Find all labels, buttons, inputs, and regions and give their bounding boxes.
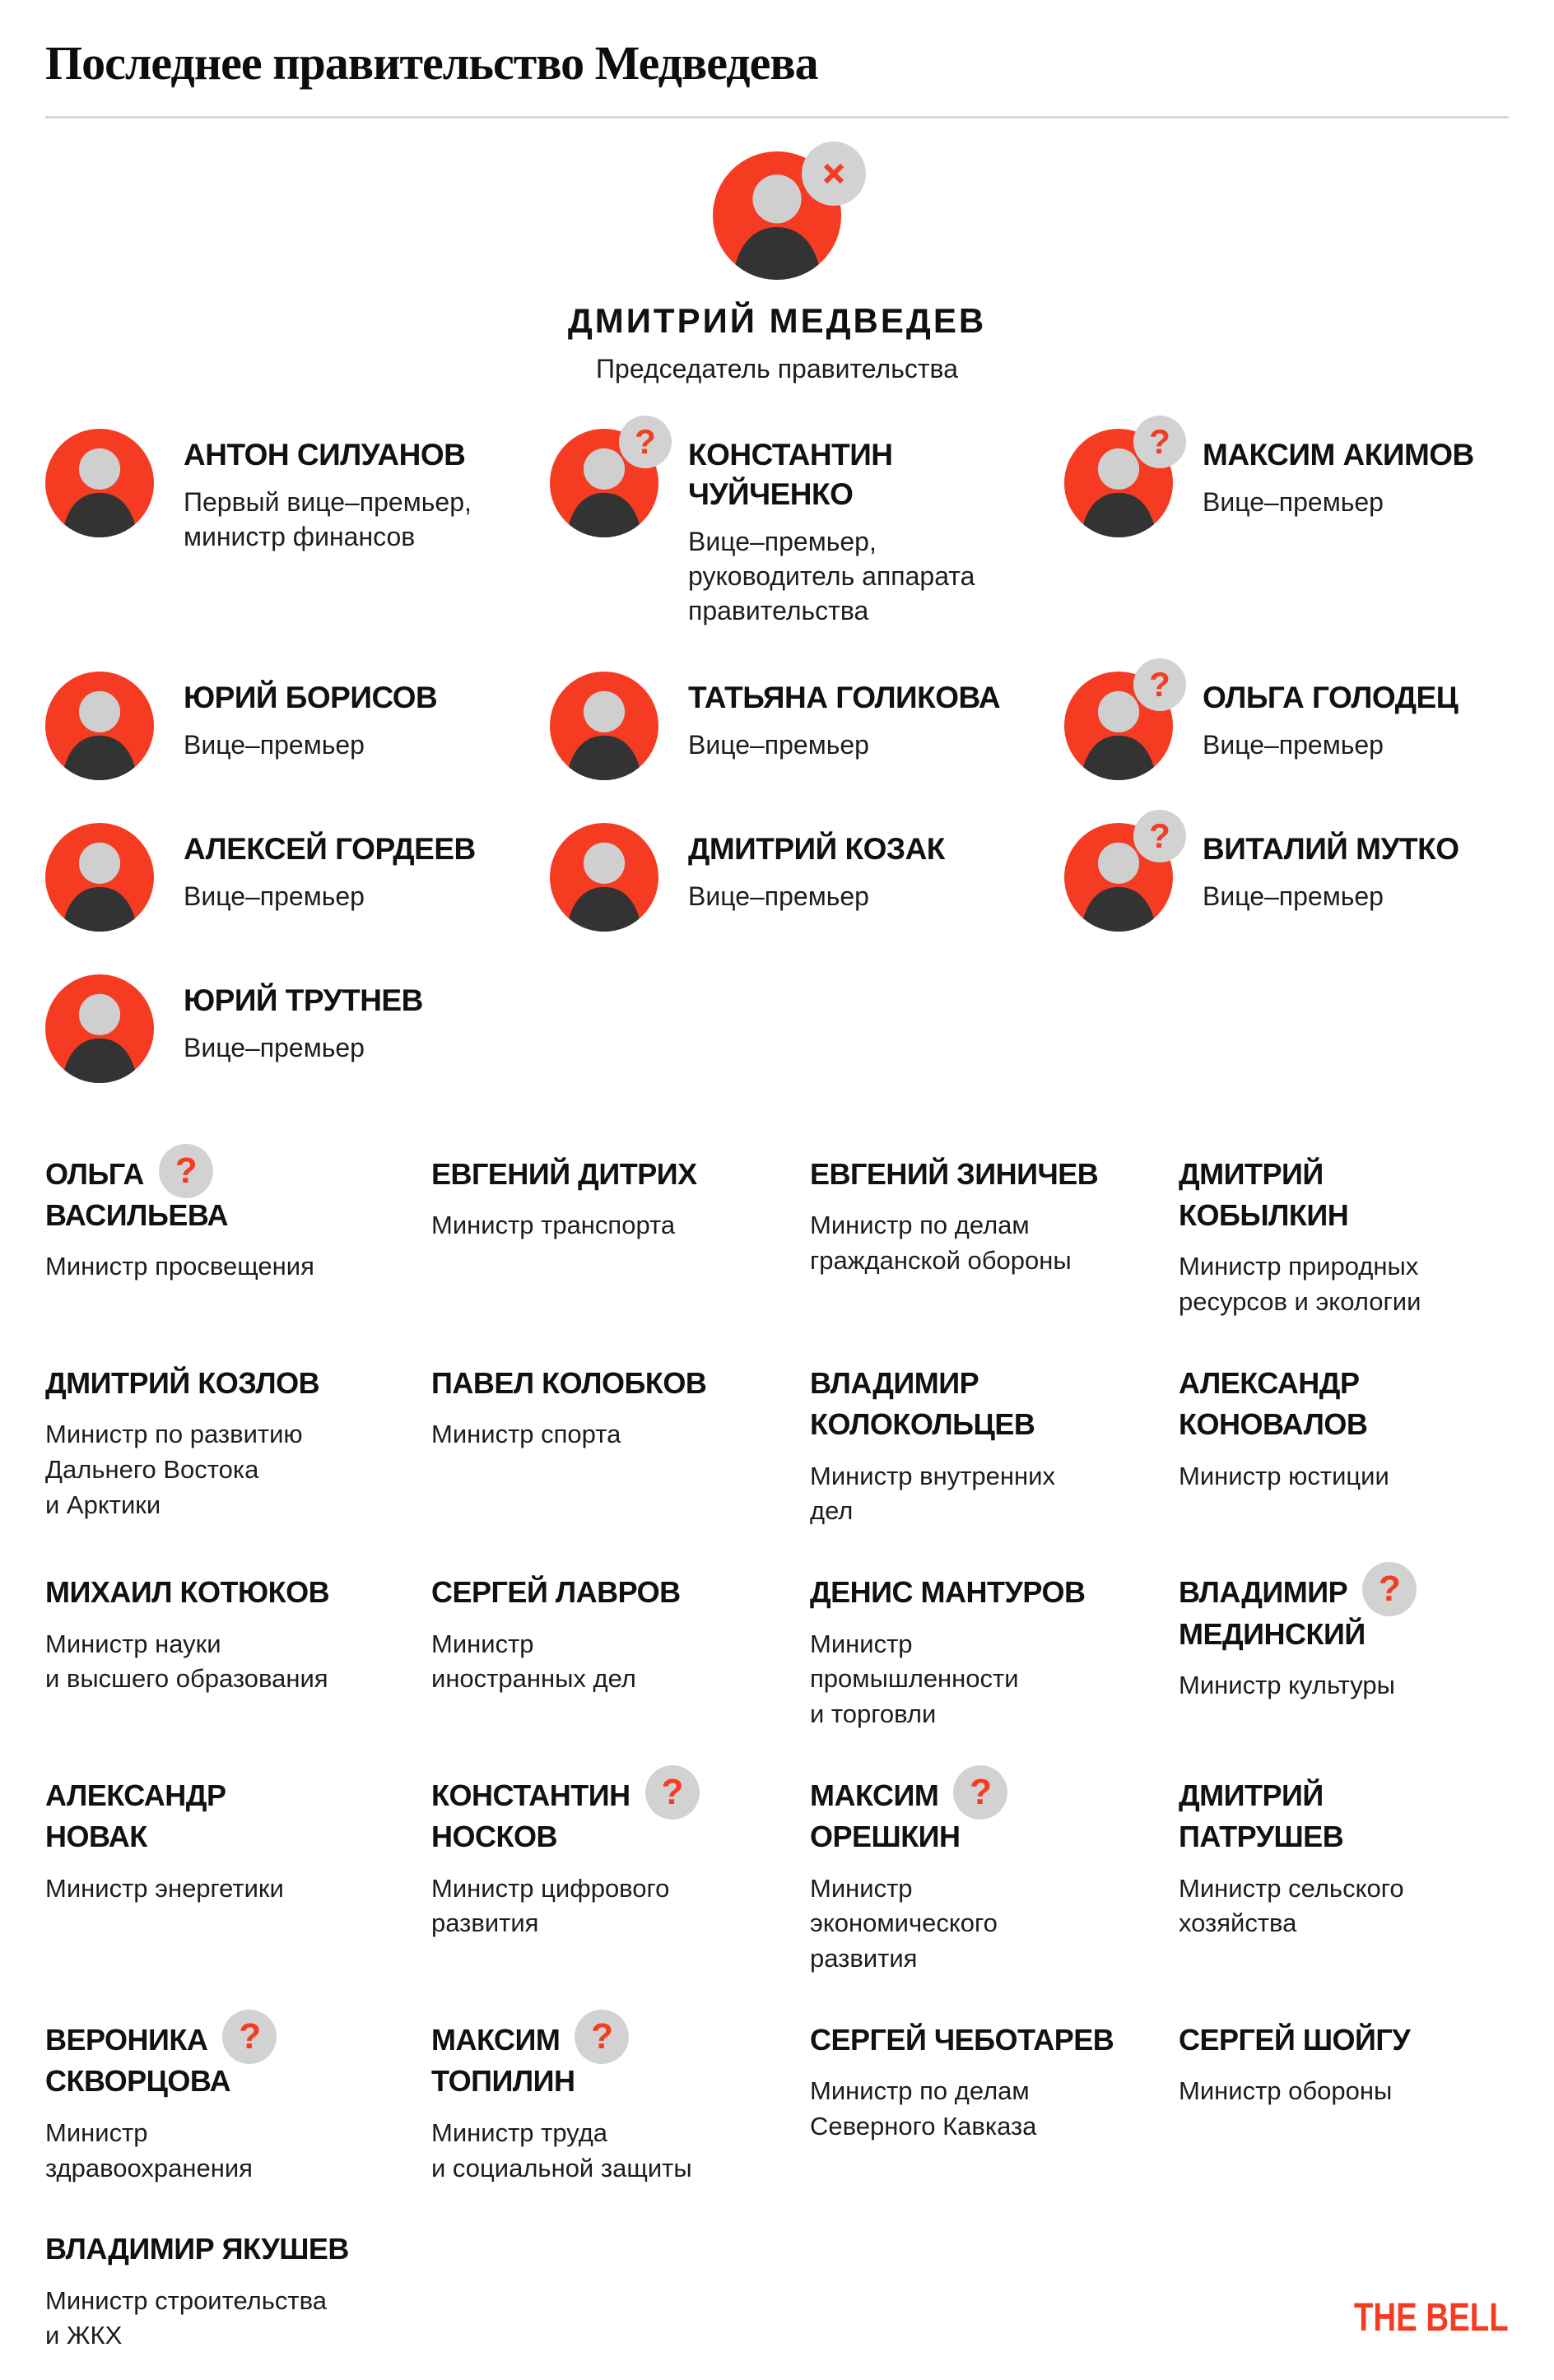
person-photo <box>550 823 658 932</box>
person-role-line: Вице–премьер <box>688 881 869 911</box>
person-role-line: Вице–премьер <box>184 1032 365 1062</box>
question-badge-icon: ? <box>159 1144 213 1198</box>
person-role-line: Министр <box>810 1873 913 1903</box>
person-role <box>810 1627 1179 1732</box>
person-role <box>45 1417 431 1522</box>
person-role-line: Министр культуры <box>1179 1670 1395 1699</box>
person-avatar <box>550 672 658 780</box>
person-name <box>810 1772 1179 1858</box>
person-name-line: ДМИТРИЙ КОЗАК <box>688 831 945 866</box>
question-badge-icon: ? <box>953 1765 1007 1820</box>
minister-card <box>431 1154 810 1243</box>
question-badge-icon: ? <box>1133 810 1186 862</box>
person-role-line: развития <box>431 1908 539 1938</box>
person-name <box>45 1572 431 1613</box>
the-bell-logo: THE BELL <box>1354 2296 1509 2340</box>
person-name-line: ДМИТРИЙ <box>1179 1156 1324 1191</box>
minister-card <box>45 1363 431 1523</box>
minister-card <box>45 2016 431 2186</box>
vice-premier-card <box>45 974 550 1083</box>
person-role-line: Министр <box>810 1629 913 1658</box>
person-role-line: Министр по делам <box>810 1210 1030 1239</box>
person-name-line: АЛЕКСАНДР <box>45 1778 226 1812</box>
person-role-line: Министр <box>45 2117 148 2147</box>
person-role <box>1179 2074 1509 2109</box>
minister-card <box>1179 1569 1509 1704</box>
person-name-line: КОНСТАНТИН <box>688 437 893 472</box>
person-role-line: ресурсов и экологии <box>1179 1287 1421 1317</box>
minister-card <box>431 1363 810 1453</box>
person-role-line: хозяйства <box>1179 1908 1297 1938</box>
person-name-line: ЮРИЙ ТРУТНЕВ <box>184 983 423 1017</box>
person-role-line: гражданской обороны <box>810 1245 1072 1275</box>
person-role <box>45 2116 431 2187</box>
person-avatar <box>1064 664 1173 780</box>
person-name-line: ВИТАЛИЙ МУТКО <box>1203 831 1459 866</box>
person-role-line: Министр науки <box>45 1629 221 1658</box>
person-name <box>184 981 423 1020</box>
person-name <box>810 1154 1179 1195</box>
person-role <box>1203 879 1459 913</box>
person-name-line: КОНОВАЛОВ <box>1179 1407 1368 1442</box>
person-role-line: Министр природных <box>1179 1252 1419 1281</box>
person-text <box>688 429 975 629</box>
person-name <box>688 678 1000 718</box>
person-role-line: Вице–премьер <box>1203 729 1384 760</box>
person-name-line: ЮРИЙ БОРИСОВ <box>184 680 438 714</box>
person-name <box>810 2020 1179 2061</box>
x-icon <box>817 157 850 190</box>
person-role <box>184 727 437 762</box>
person-text <box>184 974 423 1065</box>
person-text <box>184 823 476 913</box>
minister-card <box>431 1772 810 1941</box>
person-role-line: Вице–премьер <box>688 729 869 760</box>
person-name-line: ВЛАДИМИР <box>810 1365 979 1400</box>
person-name-line: ВЕРОНИКА ? <box>45 2020 431 2061</box>
question-badge-icon: ? <box>575 2010 629 2064</box>
person-name-line: АЛЕКСАНДР <box>1179 1365 1360 1400</box>
person-role-line: Вице–премьер <box>1203 881 1384 911</box>
person-role <box>431 1627 810 1698</box>
minister-card <box>45 2229 431 2354</box>
person-role <box>810 2074 1179 2145</box>
person-role <box>810 1208 1179 1279</box>
person-name-line: ОЛЬГА ? <box>45 1154 431 1195</box>
person-name-line: ЧУЙЧЕНКО <box>688 476 854 511</box>
minister-card <box>810 1572 1179 1732</box>
person-name <box>1179 1154 1509 1237</box>
person-role <box>431 1417 810 1453</box>
person-role <box>810 1459 1179 1530</box>
question-badge-icon: ? <box>1133 416 1186 468</box>
person-role <box>688 524 975 629</box>
person-role-line: развития <box>810 1944 918 1973</box>
vice-premier-card <box>550 421 1064 629</box>
person-text <box>1203 823 1459 913</box>
minister-card <box>810 1154 1179 1279</box>
person-name-line: МАКСИМ АКИМОВ <box>1203 437 1474 472</box>
person-role-line: промышленности <box>810 1664 1019 1694</box>
person-name-line: ВЛАДИМИР ЯКУШЕВ <box>45 2232 349 2266</box>
person-name-line: ОРЕШКИН <box>810 1820 961 1854</box>
person-text <box>1203 672 1458 762</box>
question-badge-icon: ? <box>222 2010 277 2064</box>
person-role-line: и Арктики <box>45 1490 161 1519</box>
person-role <box>45 2284 431 2354</box>
person-role-line: иностранных дел <box>431 1664 636 1694</box>
person-role-line: министр финансов <box>184 522 416 552</box>
chairman-role: Председатель правительства <box>596 353 958 383</box>
person-name-line: НОСКОВ <box>431 1820 557 1854</box>
chairman-card <box>45 151 1509 384</box>
person-text <box>184 429 472 555</box>
person-name <box>431 1772 810 1858</box>
person-role <box>1203 727 1458 762</box>
person-name-line: СКВОРЦОВА <box>45 2064 231 2099</box>
person-role-line: Министр энергетики <box>45 1873 284 1903</box>
person-role-line: и торговли <box>810 1699 937 1729</box>
person-name-line: КОНСТАНТИН ? <box>431 1775 810 1816</box>
person-role <box>45 1249 431 1285</box>
ministers-grid <box>45 1150 1509 2354</box>
person-name-line: СЕРГЕЙ ЧЕБОТАРЕВ <box>810 2022 1114 2057</box>
page-title: Последнее правительство Медведева <box>45 36 818 90</box>
person-role-line: Министр внутренних <box>810 1461 1055 1490</box>
person-name <box>1179 1569 1509 1655</box>
person-name <box>45 1150 431 1237</box>
person-name-line: ОЛЬГА ГОЛОДЕЦ <box>1203 680 1459 714</box>
question-badge-icon: ? <box>1362 1562 1417 1616</box>
person-role <box>184 1030 423 1065</box>
person-name-line: КОЛОКОЛЬЦЕВ <box>810 1407 1035 1442</box>
vice-premier-card <box>45 672 550 780</box>
person-avatar <box>550 823 658 932</box>
vice-premier-card <box>550 672 1064 780</box>
person-role-line: Министр по делам <box>810 2076 1030 2106</box>
person-role-line: Министр юстиции <box>1179 1461 1389 1490</box>
person-role <box>431 1208 810 1243</box>
person-name-line: ЕВГЕНИЙ ДИТРИХ <box>431 1156 697 1191</box>
person-role <box>45 1627 431 1698</box>
person-role-line: Министр просвещения <box>45 1252 314 1281</box>
person-name <box>1203 678 1458 718</box>
person-name <box>431 2016 810 2103</box>
minister-card <box>431 1572 810 1697</box>
minister-card <box>1179 1363 1509 1494</box>
question-badge-icon: ? <box>645 1765 700 1820</box>
minister-card <box>431 2016 810 2186</box>
person-name <box>45 2016 431 2103</box>
minister-card <box>1179 2020 1509 2109</box>
person-name-line: ВЛАДИМИР ? <box>1179 1572 1509 1613</box>
person-avatar <box>45 429 154 537</box>
person-name <box>184 435 472 475</box>
vice-premier-card <box>45 823 550 932</box>
person-role-line: Северного Кавказа <box>810 2112 1037 2141</box>
person-role-line: Дальнего Востока <box>45 1455 259 1485</box>
person-name <box>1179 1363 1509 1446</box>
person-role <box>184 485 472 554</box>
person-name <box>1203 830 1459 869</box>
title-divider <box>45 116 1509 119</box>
person-name-line: ВАСИЛЬЕВА <box>45 1197 229 1232</box>
person-role-line: здравоохранения <box>45 2153 253 2182</box>
person-role <box>1179 1459 1509 1494</box>
person-name <box>45 1775 431 1858</box>
minister-card <box>810 1772 1179 1977</box>
person-name-line: ПАТРУШЕВ <box>1179 1820 1344 1854</box>
person-role <box>1179 1668 1509 1704</box>
question-badge-icon: ? <box>619 416 672 468</box>
person-role-line: и высшего образования <box>45 1664 328 1694</box>
person-name-line: АНТОН СИЛУАНОВ <box>184 437 466 472</box>
person-name-line: ДМИТРИЙ <box>1179 1778 1324 1812</box>
person-photo <box>45 823 154 932</box>
person-photo <box>45 672 154 780</box>
person-role <box>688 879 945 913</box>
person-name-line: СЕРГЕЙ ЛАВРОВ <box>431 1575 681 1610</box>
person-avatar <box>45 672 154 780</box>
person-name-line: МЕДИНСКИЙ <box>1179 1616 1366 1651</box>
removed-badge <box>802 142 866 206</box>
minister-card <box>810 2020 1179 2145</box>
person-role <box>1179 1871 1509 1942</box>
person-name <box>45 1363 431 1404</box>
person-avatar <box>45 974 154 1083</box>
vice-premier-card <box>45 429 550 555</box>
person-name-line: ЕВГЕНИЙ ЗИНИЧЕВ <box>810 1156 1099 1191</box>
person-name-line: АЛЕКСЕЙ ГОРДЕЕВ <box>184 831 476 866</box>
minister-card <box>45 1150 431 1285</box>
person-name <box>45 2229 431 2270</box>
person-role-line: дел <box>810 1496 854 1526</box>
person-role-line: Министр по развитию <box>45 1420 303 1449</box>
person-photo <box>45 974 154 1083</box>
person-name <box>688 435 975 514</box>
vice-premier-card <box>550 823 1064 932</box>
person-role-line: экономического <box>810 1908 998 1938</box>
person-photo <box>550 672 658 780</box>
person-name <box>810 1363 1179 1446</box>
person-name-line: ДЕНИС МАНТУРОВ <box>810 1575 1086 1610</box>
person-name-line: ДМИТРИЙ КОЗЛОВ <box>45 1365 320 1400</box>
person-name <box>810 1572 1179 1613</box>
person-name <box>1203 435 1474 475</box>
person-role-line: и социальной защиты <box>431 2153 692 2182</box>
person-text <box>688 672 1000 762</box>
person-role <box>45 1871 431 1907</box>
person-role-line: Министр труда <box>431 2117 608 2147</box>
person-name <box>184 830 476 869</box>
minister-card <box>1179 1775 1509 1941</box>
person-name-line: МАКСИМ ? <box>810 1775 1179 1816</box>
minister-card <box>810 1363 1179 1529</box>
person-name <box>1179 2020 1509 2061</box>
person-role <box>431 1871 810 1942</box>
person-role-line: Министр транспорта <box>431 1210 676 1239</box>
person-name-line: ТАТЬЯНА ГОЛИКОВА <box>688 680 1001 714</box>
person-avatar <box>45 823 154 932</box>
person-text <box>1203 429 1474 519</box>
person-name-line: НОВАК <box>45 1820 147 1854</box>
person-role-line: Вице–премьер <box>1203 486 1384 517</box>
person-name-line: СЕРГЕЙ ШОЙГУ <box>1179 2022 1411 2057</box>
person-role-line: Министр обороны <box>1179 2076 1393 2106</box>
person-role <box>184 879 476 913</box>
vice-premier-card <box>1064 664 1509 780</box>
person-avatar <box>1064 816 1173 932</box>
person-role <box>1203 485 1474 519</box>
person-name <box>688 830 945 869</box>
person-role <box>1179 1249 1509 1320</box>
person-role-line: Министр спорта <box>431 1420 621 1449</box>
chairman-avatar <box>713 151 841 280</box>
vice-premier-card <box>1064 816 1509 932</box>
person-text <box>184 672 437 762</box>
person-role-line: Министр строительства <box>45 2285 327 2315</box>
person-name-line: ПАВЕЛ КОЛОБКОВ <box>431 1365 707 1400</box>
minister-card <box>45 1572 431 1697</box>
person-name-line: МАКСИМ ? <box>431 2020 810 2061</box>
person-role <box>688 727 1000 762</box>
vice-premier-card <box>1064 421 1509 537</box>
chairman-name: ДМИТРИЙ МЕДВЕДЕВ <box>567 300 987 340</box>
person-role-line: Вице–премьер <box>184 729 365 760</box>
person-avatar <box>1064 421 1173 537</box>
person-role-line: Министр <box>431 1629 534 1658</box>
person-role-line: и ЖКХ <box>45 2321 123 2350</box>
person-role-line: Вице–премьер, <box>688 526 877 556</box>
vice-premiers-grid <box>45 421 1509 1083</box>
person-avatar <box>550 421 658 537</box>
person-name <box>431 1363 810 1404</box>
person-role-line: Министр цифрового <box>431 1873 670 1903</box>
person-role-line: правительства <box>688 596 869 626</box>
person-role-line: Первый вице–премьер, <box>184 486 472 517</box>
person-photo <box>45 429 154 537</box>
person-role-line: Министр сельского <box>1179 1873 1404 1903</box>
person-text <box>688 823 945 913</box>
person-name-line: ТОПИЛИН <box>431 2064 575 2099</box>
person-role-line: Вице–премьер <box>184 881 365 911</box>
person-role-line: руководитель аппарата <box>688 561 975 592</box>
person-name <box>431 1572 810 1613</box>
person-name-line: КОБЫЛКИН <box>1179 1197 1349 1232</box>
person-name-line: МИХАИЛ КОТЮКОВ <box>45 1575 330 1610</box>
question-badge-icon: ? <box>1133 658 1186 711</box>
person-name <box>431 1154 810 1195</box>
person-role <box>810 1871 1179 1977</box>
minister-card <box>1179 1154 1509 1320</box>
person-role <box>431 2116 810 2187</box>
minister-card <box>45 1775 431 1907</box>
person-name <box>1179 1775 1509 1858</box>
person-name <box>184 678 437 718</box>
